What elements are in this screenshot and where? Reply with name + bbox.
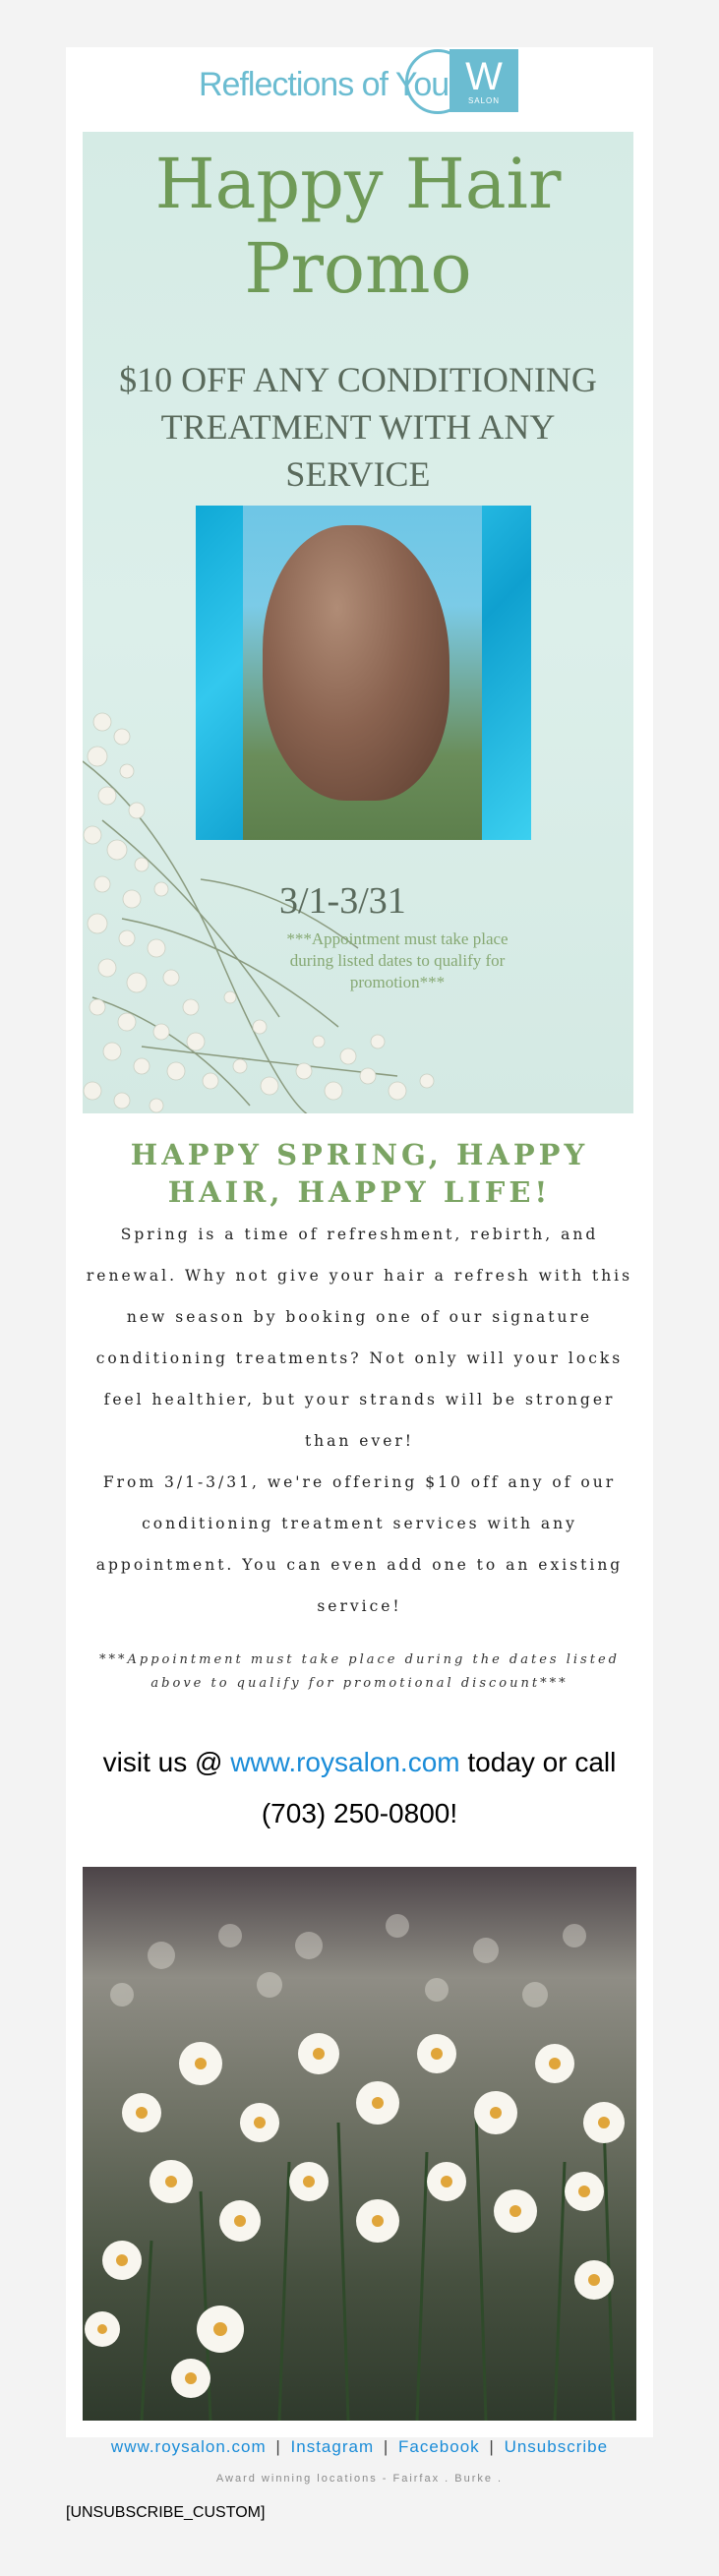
w-logo-subtitle: SALON [467,95,501,105]
cta-line1 [81,1737,638,1788]
footer-locations: Award winning locations - Fairfax . Burke . [215,2473,504,2485]
footer-separator: | [383,2437,389,2456]
promo-dates: 3/1-3/31 [279,880,406,922]
footer-website-link[interactable]: www.roysalon.com [110,2437,267,2456]
website-link[interactable]: www.roysalon.com [230,1747,460,1777]
w-logo-letter: W [465,54,503,98]
footer-links [0,2437,719,2457]
promo-note [274,929,520,993]
footer-facebook-link[interactable]: Facebook [398,2437,480,2456]
footer-separator: | [275,2437,281,2456]
footer-separator: | [489,2437,495,2456]
body-paragraph-1: Spring is a time of refreshment, rebirth, and renewal. Why not give your hair a refresh with this new season by booking one of our signature conditioning treatments? Not only will your locks feel healthier, but your strands will be stronger than ever! [86,1226,633,1450]
promo-note-line3: promotion*** [349,973,446,991]
headline-line2: HAIR, HAPPY LIFE! [167,1175,552,1209]
promo-offer-line3: SERVICE [285,454,431,494]
promo-title-line1: Happy Hair [154,144,562,224]
daffodil-flowers-icon [83,1867,636,2421]
promo-banner-image[interactable] [83,132,633,1113]
email-header [66,47,653,131]
promo-title-line2: Promo [244,228,472,309]
cta-prefix: visit us @ [102,1747,231,1777]
brand-name: Reflections of You [199,65,449,103]
call-to-action [81,1737,638,1839]
hair-photo [243,506,482,840]
w-salon-logo[interactable] [449,49,518,112]
footer-instagram-link[interactable]: Instagram [290,2437,375,2456]
cta-suffix: today or call [459,1747,617,1777]
promo-title [83,142,633,311]
promo-offer [102,356,614,498]
body-paragraph-2: From 3/1-3/31, we're offering $10 off any of our conditioning treatment services with any appointment. You can even add one to an existing service! [95,1473,624,1615]
cta-phone: (703) 250-0800! [261,1798,458,1828]
daffodils-photo[interactable] [83,1867,636,2421]
headline-line1: HAPPY SPRING, HAPPY [130,1138,589,1171]
promo-note-line2: during listed dates to qualify for [289,951,506,970]
footer-unsubscribe-link[interactable]: Unsubscribe [504,2437,609,2456]
hair-photo-frame [196,506,531,840]
promo-note-line1: ***Appointment must take place [286,929,509,948]
email-card [66,47,653,2437]
wavy-hair-image [263,525,449,801]
promo-disclaimer: ***Appointment must take place during the dates listed above to qualify for promotional discount*** [99,1652,620,1691]
reflections-of-you-logo[interactable] [199,47,489,122]
unsubscribe-custom-placeholder: [UNSUBSCRIBE_CUSTOM] [66,2504,266,2521]
promo-offer-line1: $10 OFF ANY CONDITIONING [119,360,597,399]
body-copy [81,1214,638,1627]
promo-offer-line2: TREATMENT WITH ANY [160,407,556,447]
spring-headline [95,1136,624,1211]
